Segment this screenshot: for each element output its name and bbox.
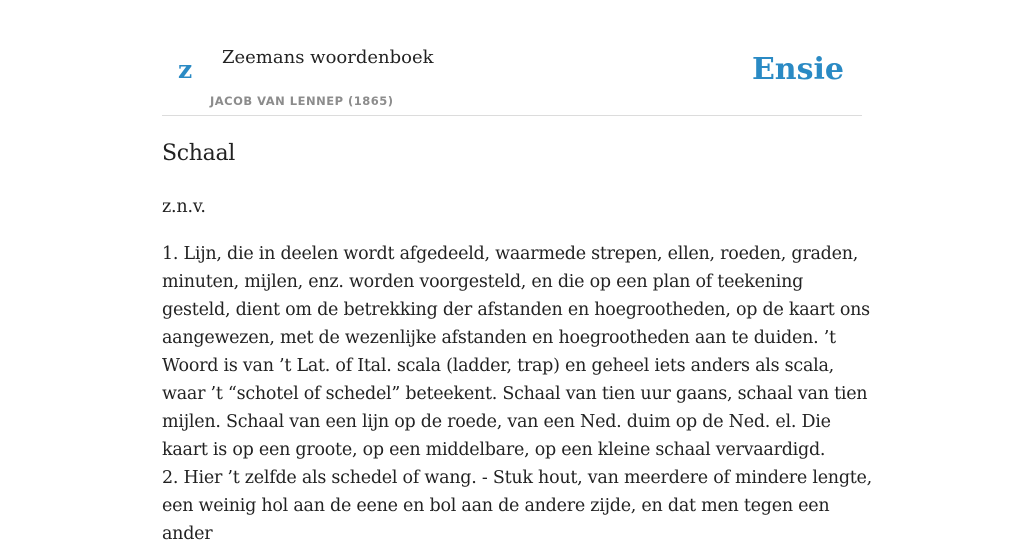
dictionary-author: JACOB VAN LENNEP (1865) xyxy=(210,94,394,108)
dictionary-icon[interactable]: z xyxy=(178,55,193,84)
entry-headword: Schaal xyxy=(162,141,236,166)
dictionary-title-link[interactable]: Zeemans woordenboek xyxy=(222,47,434,68)
site-header xyxy=(162,0,862,116)
entry-definitions xyxy=(162,240,872,548)
part-of-speech: z.n.v. xyxy=(162,197,206,217)
definition-paragraph: 2. Hier ’t zelfde als schedel of wang. - Stuk hout, van meerdere of mindere lengte, een weinig hol aan de eene en bol aan de andere zijde, en dat men tegen een ander xyxy=(162,468,872,544)
ensie-logo[interactable]: Ensie xyxy=(751,52,844,87)
definition-paragraph: 1. Lijn, die in deelen wordt afgedeeld, waarmede strepen, ellen, roeden, graden, minuten, mijlen, enz. worden voorgesteld, en die op een plan of teekening gesteld, dient om de betrekking der afstanden en hoegrootheden, op de kaart ons aangewezen, met de wezenlijke afstanden en hoegrootheden aan te duiden. ’t Woord is van ’t Lat. of Ital. scala (ladder, trap) en geheel iets anders als scala, waar ’t “schotel of schedel” beteekent. Schaal van tien uur gaans, schaal van tien mijlen. Schaal van een lijn op de roede, van een Ned. duim op de Ned. el. Die kaart is op een groote, op een middelbare, op een kleine schaal vervaardigd. xyxy=(162,244,870,460)
entry-content xyxy=(162,132,872,548)
